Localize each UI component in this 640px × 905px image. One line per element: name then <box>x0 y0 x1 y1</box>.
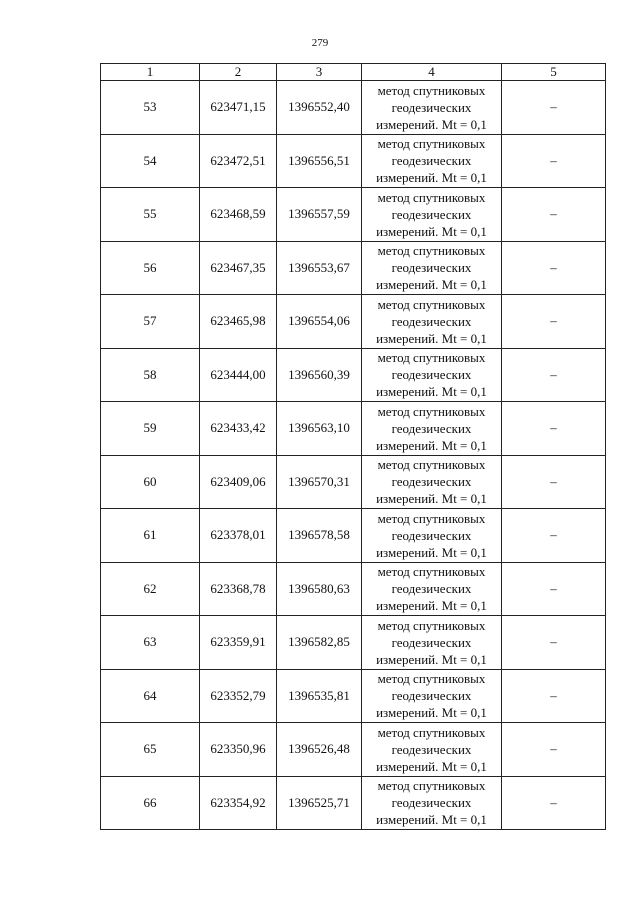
coordinate-y: 1396560,39 <box>277 348 362 402</box>
coordinate-x: 623433,42 <box>200 402 277 456</box>
method-line-1: метод спутниковых <box>377 136 486 152</box>
table-row <box>101 455 606 509</box>
method-line-2: геодезических <box>391 474 472 490</box>
method-line-1: метод спутниковых <box>377 724 486 740</box>
point-number: 62 <box>101 562 200 616</box>
col-5-value: – <box>502 81 606 135</box>
method-description <box>362 669 502 723</box>
method-line-3: измерений. Mt = 0,1 <box>376 705 487 721</box>
col-5-value: – <box>502 348 606 402</box>
method-line-2: геодезических <box>391 741 472 757</box>
coordinate-y: 1396580,63 <box>277 562 362 616</box>
col-5-value: – <box>502 188 606 242</box>
table-row <box>101 562 606 616</box>
col-5-value: – <box>502 776 606 830</box>
method-line-1: метод спутниковых <box>377 510 486 526</box>
method-description <box>362 241 502 295</box>
coordinate-x: 623352,79 <box>200 669 277 723</box>
coordinate-y: 1396582,85 <box>277 616 362 670</box>
col-5-value: – <box>502 616 606 670</box>
col-5-value: – <box>502 402 606 456</box>
table-row <box>101 241 606 295</box>
method-line-3: измерений. Mt = 0,1 <box>376 277 487 293</box>
method-description <box>362 81 502 135</box>
point-number: 59 <box>101 402 200 456</box>
header-col-1: 1 <box>101 64 200 81</box>
method-line-2: геодезических <box>391 99 472 115</box>
method-line-3: измерений. Mt = 0,1 <box>376 223 487 239</box>
coordinate-y: 1396578,58 <box>277 509 362 563</box>
coordinate-x: 623354,92 <box>200 776 277 830</box>
coordinate-y: 1396557,59 <box>277 188 362 242</box>
coordinate-y: 1396535,81 <box>277 669 362 723</box>
method-line-2: геодезических <box>391 367 472 383</box>
method-description <box>362 295 502 349</box>
method-description <box>362 188 502 242</box>
header-col-4: 4 <box>362 64 502 81</box>
method-line-1: метод спутниковых <box>377 617 486 633</box>
method-line-1: метод спутниковых <box>377 82 486 98</box>
point-number: 53 <box>101 81 200 135</box>
table-row <box>101 723 606 777</box>
method-line-3: измерений. Mt = 0,1 <box>376 544 487 560</box>
page-number: 279 <box>311 37 329 49</box>
col-5-value: – <box>502 241 606 295</box>
coordinate-y: 1396563,10 <box>277 402 362 456</box>
method-line-2: геодезических <box>391 420 472 436</box>
method-line-2: геодезических <box>391 206 472 222</box>
table-row <box>101 295 606 349</box>
method-line-1: метод спутниковых <box>377 350 486 366</box>
method-line-2: геодезических <box>391 795 472 811</box>
coordinate-y: 1396556,51 <box>277 134 362 188</box>
table-row <box>101 669 606 723</box>
method-description <box>362 348 502 402</box>
method-description <box>362 723 502 777</box>
table-row <box>101 81 606 135</box>
method-description <box>362 776 502 830</box>
point-number: 57 <box>101 295 200 349</box>
method-line-3: измерений. Mt = 0,1 <box>376 758 487 774</box>
point-number: 60 <box>101 455 200 509</box>
point-number: 63 <box>101 616 200 670</box>
header-col-2: 2 <box>200 64 277 81</box>
coordinate-x: 623378,01 <box>200 509 277 563</box>
method-line-3: измерений. Mt = 0,1 <box>376 384 487 400</box>
method-line-3: измерений. Mt = 0,1 <box>376 598 487 614</box>
header-row <box>101 64 606 81</box>
coordinate-x: 623368,78 <box>200 562 277 616</box>
method-line-1: метод спутниковых <box>377 403 486 419</box>
coordinate-y: 1396570,31 <box>277 455 362 509</box>
point-number: 55 <box>101 188 200 242</box>
method-line-3: измерений. Mt = 0,1 <box>376 491 487 507</box>
table-row <box>101 509 606 563</box>
coordinate-y: 1396525,71 <box>277 776 362 830</box>
table-row <box>101 776 606 830</box>
coordinate-y: 1396526,48 <box>277 723 362 777</box>
method-line-1: метод спутниковых <box>377 778 486 794</box>
method-line-1: метод спутниковых <box>377 296 486 312</box>
coordinate-y: 1396552,40 <box>277 81 362 135</box>
coordinate-x: 623359,91 <box>200 616 277 670</box>
table-row <box>101 402 606 456</box>
coordinate-x: 623350,96 <box>200 723 277 777</box>
point-number: 56 <box>101 241 200 295</box>
method-line-1: метод спутниковых <box>377 243 486 259</box>
method-description <box>362 562 502 616</box>
method-description <box>362 455 502 509</box>
method-line-2: геодезических <box>391 688 472 704</box>
col-5-value: – <box>502 723 606 777</box>
coordinate-y: 1396553,67 <box>277 241 362 295</box>
header-col-5: 5 <box>502 64 606 81</box>
col-5-value: – <box>502 669 606 723</box>
col-5-value: – <box>502 509 606 563</box>
coordinate-x: 623444,00 <box>200 348 277 402</box>
method-line-2: геодезических <box>391 260 472 276</box>
method-line-1: метод спутниковых <box>377 457 486 473</box>
method-description <box>362 616 502 670</box>
coordinate-x: 623472,51 <box>200 134 277 188</box>
method-line-1: метод спутниковых <box>377 564 486 580</box>
coordinate-x: 623471,15 <box>200 81 277 135</box>
coordinate-y: 1396554,06 <box>277 295 362 349</box>
col-5-value: – <box>502 455 606 509</box>
method-line-1: метод спутниковых <box>377 189 486 205</box>
coordinate-x: 623468,59 <box>200 188 277 242</box>
method-line-3: измерений. Mt = 0,1 <box>376 330 487 346</box>
table-row <box>101 348 606 402</box>
coordinate-x: 623467,35 <box>200 241 277 295</box>
table-header <box>101 64 606 81</box>
method-line-2: геодезических <box>391 313 472 329</box>
coordinates-table <box>100 63 606 830</box>
method-line-2: геодезических <box>391 527 472 543</box>
point-number: 54 <box>101 134 200 188</box>
header-col-3: 3 <box>277 64 362 81</box>
method-line-1: метод спутниковых <box>377 671 486 687</box>
method-description <box>362 134 502 188</box>
table-body <box>101 81 606 830</box>
method-line-3: измерений. Mt = 0,1 <box>376 116 487 132</box>
table-row <box>101 616 606 670</box>
method-line-2: геодезических <box>391 634 472 650</box>
method-line-3: измерений. Mt = 0,1 <box>376 170 487 186</box>
point-number: 58 <box>101 348 200 402</box>
method-description <box>362 402 502 456</box>
method-line-2: геодезических <box>391 153 472 169</box>
method-line-3: измерений. Mt = 0,1 <box>376 812 487 828</box>
method-line-3: измерений. Mt = 0,1 <box>376 651 487 667</box>
col-5-value: – <box>502 562 606 616</box>
point-number: 66 <box>101 776 200 830</box>
table-row <box>101 188 606 242</box>
point-number: 65 <box>101 723 200 777</box>
col-5-value: – <box>502 134 606 188</box>
col-5-value: – <box>502 295 606 349</box>
method-description <box>362 509 502 563</box>
coordinate-x: 623465,98 <box>200 295 277 349</box>
point-number: 61 <box>101 509 200 563</box>
coordinate-x: 623409,06 <box>200 455 277 509</box>
table-row <box>101 134 606 188</box>
point-number: 64 <box>101 669 200 723</box>
method-line-3: измерений. Mt = 0,1 <box>376 437 487 453</box>
method-line-2: геодезических <box>391 581 472 597</box>
